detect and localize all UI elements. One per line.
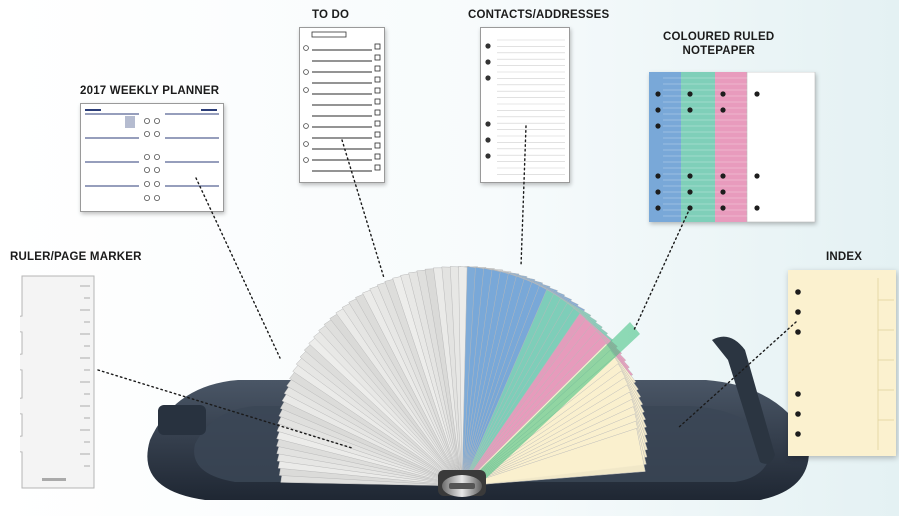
label-index: INDEX bbox=[826, 251, 863, 263]
fanned-pages bbox=[277, 266, 648, 486]
contacts-page bbox=[480, 27, 570, 183]
coloured-notepaper-pages bbox=[649, 72, 817, 224]
label-ruler: RULER/PAGE MARKER bbox=[10, 251, 142, 263]
label-coloured-notepaper bbox=[663, 30, 774, 59]
label-coloured-line2: NOTEPAPER bbox=[682, 45, 755, 58]
label-to-do: TO DO bbox=[312, 9, 350, 21]
weekly-planner-page bbox=[80, 103, 224, 212]
label-weekly-planner: 2017 WEEKLY PLANNER bbox=[80, 85, 220, 97]
label-contacts: CONTACTS/ADDRESSES bbox=[468, 9, 610, 21]
label-coloured-line1: COLOURED RULED bbox=[663, 31, 775, 43]
to-do-page bbox=[299, 27, 385, 183]
ruler-page-marker bbox=[20, 274, 96, 490]
index-page bbox=[788, 270, 898, 458]
binder-strap-left bbox=[158, 405, 206, 435]
